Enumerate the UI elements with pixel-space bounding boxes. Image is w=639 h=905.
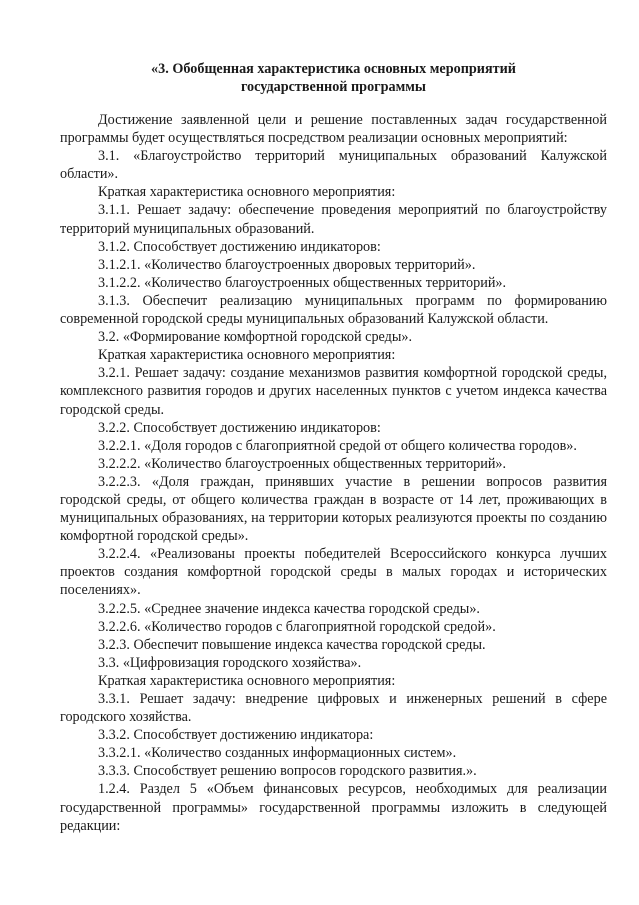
paragraph: 3.1. «Благоустройство территорий муниципальных образований Калужской области».	[60, 148, 607, 183]
paragraph: 3.1.3. Обеспечит реализацию муниципальных программ по формированию современной городской среды муниципальных образований Калужской области.	[60, 292, 607, 328]
paragraph: Краткая характеристика основного мероприятия:	[98, 347, 396, 364]
paragraph: 3.3.3. Способствует решению вопросов городского развития.».	[98, 763, 477, 780]
paragraph: 3.2.2.2. «Количество благоустроенных общественных территорий».	[98, 455, 507, 472]
paragraph: 3.3.2. Способствует достижению индикатора:	[98, 727, 374, 744]
paragraph: Краткая характеристика основного мероприятия:	[98, 184, 396, 201]
paragraph: 3.3.2.1. «Количество созданных информационных систем».	[98, 745, 457, 762]
paragraph: 3.1.2.1. «Количество благоустроенных дворовых территорий».	[98, 256, 476, 273]
paragraph: 3.2.2. Способствует достижению индикаторов:	[98, 419, 381, 436]
paragraph: 3.3.1. Решает задачу: внедрение цифровых и инженерных решений в сфере городского хозяйства.	[60, 691, 607, 726]
paragraph: 3.2.2.5. «Среднее значение индекса качества городской среды».	[98, 600, 480, 617]
paragraph: 3.1.2. Способствует достижению индикаторов:	[98, 238, 381, 255]
paragraph: 3.1.1. Решает задачу: обеспечение проведения мероприятий по благоустройству территорий муниципальных образований.	[60, 202, 607, 237]
paragraph: Достижение заявленной цели и решение поставленных задач государственной программы будет осуществляться посредством реализации основных мероприятий:	[60, 112, 607, 147]
heading-line-1: «3. Обобщенная характеристика основных мероприятий	[151, 61, 516, 77]
paragraph: 3.2.2.6. «Количество городов с благоприятной городской средой».	[98, 618, 496, 635]
section-heading	[60, 60, 607, 96]
paragraph: 3.2.1. Решает задачу: создание механизмов развития комфортной городской среды, комплексного развития городов и других населенных пунктов с учетом индекса качества городской среды.	[60, 365, 607, 418]
paragraph: 3.2.3. Обеспечит повышение индекса качества городской среды.	[98, 636, 486, 653]
paragraph: 1.2.4. Раздел 5 «Объем финансовых ресурсов, необходимых для реализации государственной программы» государственной программы изложить в следующей редакции:	[60, 781, 607, 834]
document-body	[60, 111, 607, 835]
paragraph: 3.2. «Формирование комфортной городской среды».	[98, 329, 413, 346]
paragraph: 3.2.2.3. «Доля граждан, принявших участие в решении вопросов развития городской среды, от общего количества граждан в возрасте от 14 лет, проживающих в муниципальных образованиях, на территории которых реализуются проекты по созданию комфортной городской среды».	[60, 473, 607, 545]
paragraph: 3.3. «Цифровизация городского хозяйства».	[98, 654, 362, 671]
paragraph: 3.2.2.4. «Реализованы проекты победителей Всероссийского конкурса лучших проектов создания комфортной городской среды в малых городах и исторических поселениях».	[60, 546, 607, 599]
heading-line-2: государственной программы	[240, 79, 427, 95]
paragraph: Краткая характеристика основного мероприятия:	[98, 672, 396, 689]
paragraph: 3.1.2.2. «Количество благоустроенных общественных территорий».	[98, 274, 507, 291]
paragraph: 3.2.2.1. «Доля городов с благоприятной средой от общего количества городов».	[98, 437, 577, 454]
